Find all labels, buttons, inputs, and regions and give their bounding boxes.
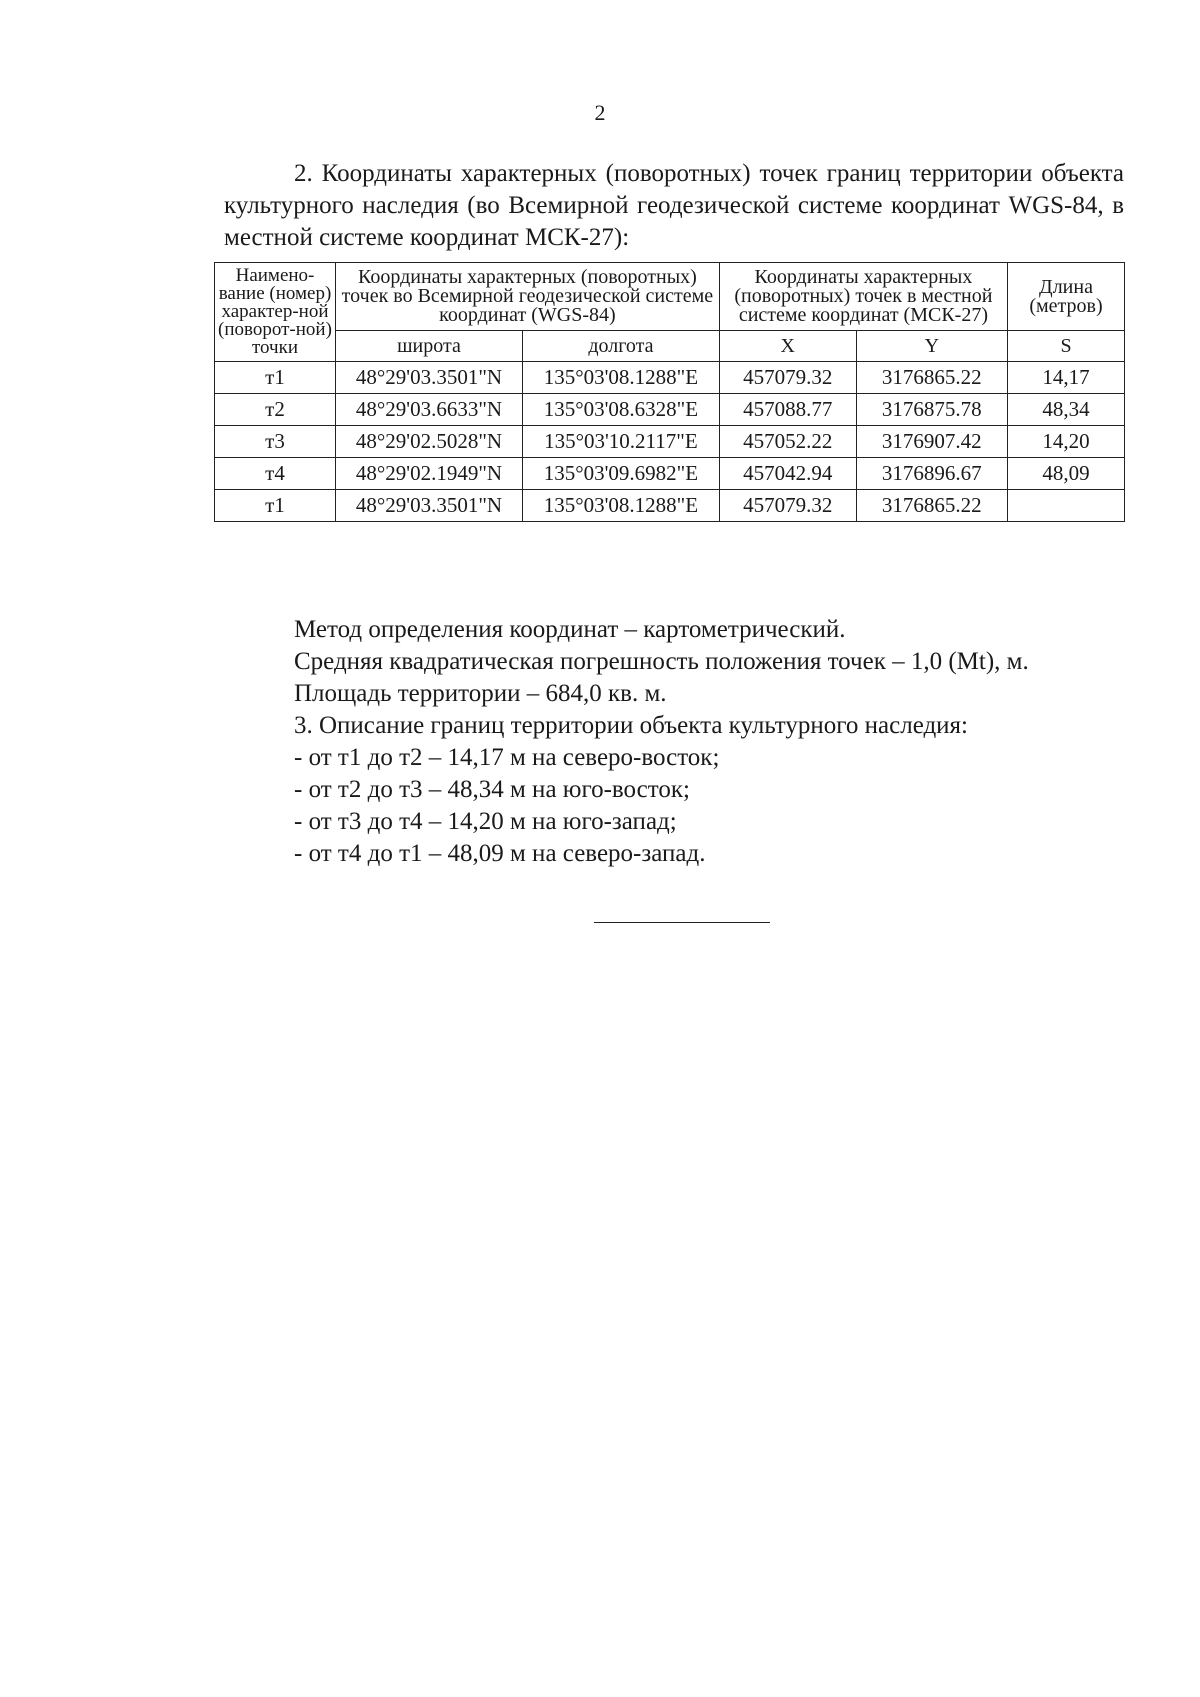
cell-longitude: 135°03'08.1288"E [522,490,719,522]
header-point-name: Наимено-вание (номер) характер-ной (поворот-ной) точки [215,263,336,362]
header-length: Длина (метров) [1008,263,1125,331]
boundary-item: - от т4 до т1 – 48,09 м на северо-запад. [294,840,706,867]
cell-y: 3176865.22 [856,490,1007,522]
cell-x: 457042.94 [719,458,856,490]
subheader-y: Y [856,331,1007,362]
cell-length: 48,09 [1008,458,1125,490]
cell-longitude: 135°03'10.2117"E [522,426,719,458]
subheader-longitude: долгота [522,331,719,362]
cell-latitude: 48°29'02.1949"N [336,458,523,490]
table-row [215,362,1125,394]
closing-rule [594,922,770,923]
table-subheader-row [215,331,1125,362]
cell-latitude: 48°29'03.3501"N [336,490,523,522]
cell-x: 457088.77 [719,394,856,426]
cell-point: т1 [215,490,336,522]
section-3-heading: 3. Описание границ территории объекта культурного наследия: [294,712,968,739]
cell-y: 3176907.42 [856,426,1007,458]
cell-longitude: 135°03'08.6328"E [522,394,719,426]
subheader-x: X [719,331,856,362]
cell-length: 14,17 [1008,362,1125,394]
coordinates-table [214,262,1125,522]
cell-length: 14,20 [1008,426,1125,458]
cell-point: т2 [215,394,336,426]
cell-y: 3176865.22 [856,362,1007,394]
cell-x: 457079.32 [719,490,856,522]
header-wgs84: Координаты характерных (поворотных) точек во Всемирной геодезической системе координат (WGS-84) [336,263,720,331]
cell-x: 457052.22 [719,426,856,458]
page-number: 2 [594,100,606,125]
header-msk27: Координаты характерных (поворотных) точек в местной системе координат (МСК-27) [719,263,1007,331]
boundary-item: - от т2 до т3 – 48,34 м на юго-восток; [294,776,690,803]
notes-section [294,614,1114,870]
cell-length: 48,34 [1008,394,1125,426]
cell-y: 3176896.67 [856,458,1007,490]
cell-latitude: 48°29'02.5028"N [336,426,523,458]
note-accuracy: Средняя квадратическая погрешность положения точек – 1,0 (Mt), м. [294,648,1029,675]
table-row [215,458,1125,490]
table-row [215,490,1125,522]
section-2-intro: 2. Координаты характерных (поворотных) точек границ территории объекта культурного наследия (во Всемирной геодезической системе координат WGS-84, в местной системе координат МСК-27): [224,160,1124,251]
cell-longitude: 135°03'09.6982"E [522,458,719,490]
note-area: Площадь территории – 684,0 кв. м. [294,680,667,707]
subheader-latitude: широта [336,331,523,362]
note-method: Метод определения координат – картометрический. [294,616,846,643]
cell-x: 457079.32 [719,362,856,394]
cell-y: 3176875.78 [856,394,1007,426]
subheader-s: S [1008,331,1125,362]
table-row [215,394,1125,426]
boundary-item: - от т3 до т4 – 14,20 м на юго-запад; [294,808,677,835]
cell-point: т1 [215,362,336,394]
cell-latitude: 48°29'03.6633"N [336,394,523,426]
boundary-item: - от т1 до т2 – 14,17 м на северо-восток; [294,744,720,771]
table-row [215,426,1125,458]
table-header-row [215,263,1125,331]
cell-point: т4 [215,458,336,490]
cell-length [1008,490,1125,522]
cell-point: т3 [215,426,336,458]
cell-longitude: 135°03'08.1288"E [522,362,719,394]
cell-latitude: 48°29'03.3501"N [336,362,523,394]
